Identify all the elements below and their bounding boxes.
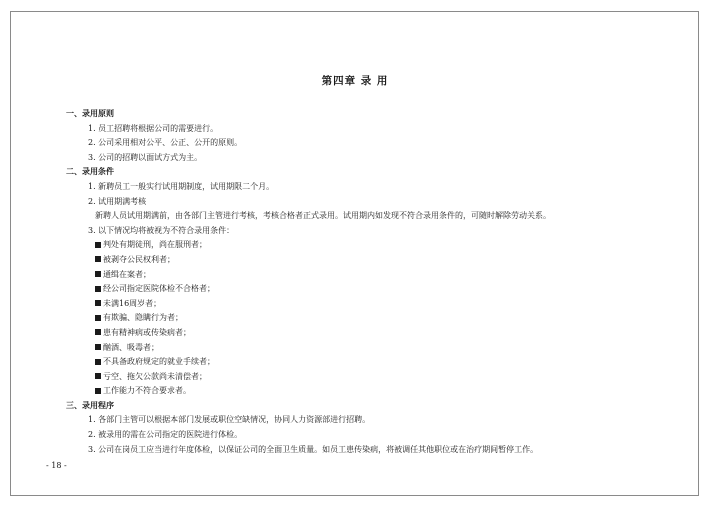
square-bullet-icon: [95, 271, 101, 277]
chapter-title: 第四章 录 用: [321, 75, 389, 87]
disqualifier-text: 未满16周岁者；: [103, 298, 162, 308]
square-bullet-icon: [95, 388, 101, 394]
principle-item-1: 1. 员工招聘将根据公司的需要进行。: [88, 123, 219, 133]
disqualifier-item: [66, 384, 666, 399]
probation-note: 新聘人员试用期满前，由各部门主管进行考核，考核合格者正式录用。试用期内如发现不符合录用条件的，可随时解除劳动关系。: [95, 211, 551, 221]
square-bullet-icon: [95, 242, 101, 248]
disqualifier-text: 工作能力不符合要求者。: [103, 386, 191, 396]
square-bullet-icon: [95, 256, 101, 262]
square-bullet-icon: [95, 373, 101, 379]
procedure-item-2: 2. 被录用的需在公司指定的医院进行体检。: [88, 430, 243, 440]
disqualifier-item: [66, 326, 666, 341]
page-number: - 18 -: [46, 461, 67, 470]
disqualifier-text: 被剥夺公民权利者；: [103, 254, 175, 264]
disqualifier-item: [66, 355, 666, 370]
disqualifier-text: 不具备政府规定的就业手续者；: [103, 357, 215, 367]
condition-item-1: 1. 新聘员工一般实行试用期制度，试用期限二个月。: [88, 181, 275, 191]
disqualifier-text: 患有精神病或传染病者；: [103, 327, 191, 337]
principle-item-2: 2. 公司采用相对公平、公正、公开的原则。: [88, 138, 243, 148]
disqualifier-item: [66, 297, 666, 312]
section-heading-conditions: 二、录用条件: [66, 167, 114, 177]
condition-item-3: 3. 以下情况均将被视为不符合录用条件：: [88, 225, 235, 235]
square-bullet-icon: [95, 329, 101, 335]
disqualifier-text: 经公司指定医院体检不合格者；: [103, 284, 215, 294]
disqualifier-text: 亏空、拖欠公款尚未清偿者；: [103, 371, 207, 381]
principle-item-3: 3. 公司的招聘以面试方式为主。: [88, 152, 203, 162]
disqualifier-item: [66, 370, 666, 385]
section-heading-procedure: 三、录用程序: [66, 400, 114, 410]
square-bullet-icon: [95, 315, 101, 321]
condition-item-2: 2. 试用期满考核: [88, 196, 147, 206]
disqualifier-item: [66, 282, 666, 297]
square-bullet-icon: [95, 359, 101, 365]
disqualifier-text: 判处有期徒刑，尚在服刑者；: [103, 240, 207, 250]
square-bullet-icon: [95, 344, 101, 350]
procedure-item-3: 3. 公司在岗员工应当进行年度体检，以保证公司的全面卫生质量。如员工患传染病，将被调任其他职位或在治疗期间暂停工作。: [88, 444, 539, 454]
disqualifier-item: [66, 253, 666, 268]
document-body: [66, 107, 666, 457]
disqualifier-item: [66, 311, 666, 326]
disqualifier-item: [66, 341, 666, 356]
disqualifier-item: [66, 268, 666, 283]
disqualifier-item: [66, 238, 666, 253]
section-heading-principles: 一、录用原则: [66, 109, 114, 118]
square-bullet-icon: [95, 286, 101, 292]
disqualifier-text: 酗酒、吸毒者；: [103, 342, 159, 352]
disqualifier-text: 有欺骗、隐瞒行为者；: [103, 313, 183, 323]
procedure-item-1: 1. 各部门主管可以根据本部门发展或职位空缺情况，协同人力资源部进行招聘。: [88, 415, 371, 425]
disqualifier-text: 通缉在案者；: [103, 269, 151, 279]
square-bullet-icon: [95, 300, 101, 306]
